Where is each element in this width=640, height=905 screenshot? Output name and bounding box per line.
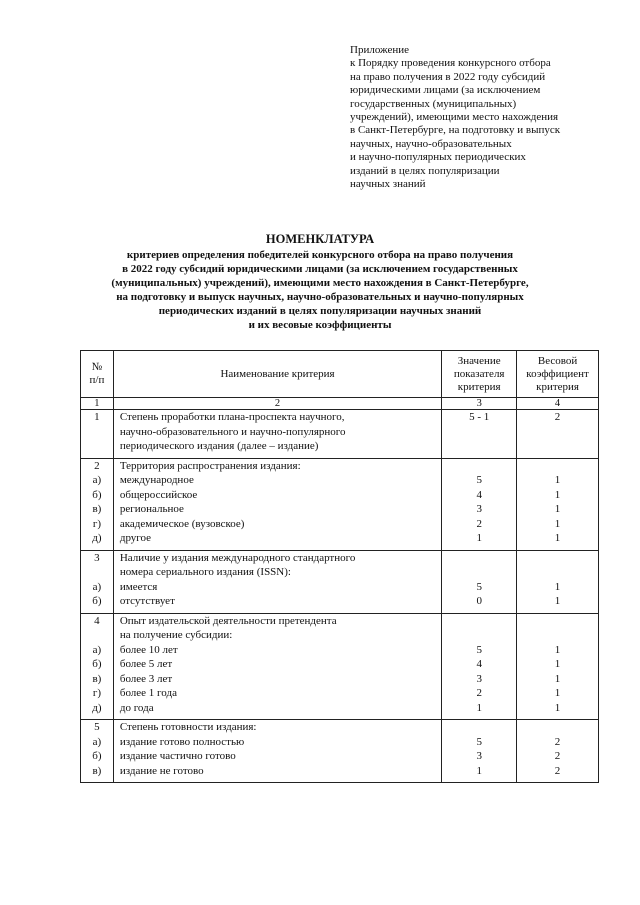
item-letter: д) bbox=[92, 532, 102, 544]
criterion-title-line: номера сериального издания (ISSN): bbox=[119, 566, 291, 578]
item-value: 3 bbox=[476, 750, 482, 762]
item-weight: 1 bbox=[554, 672, 561, 685]
item-value: 5 bbox=[476, 580, 482, 593]
criterion-name-cell bbox=[113, 410, 441, 459]
item-label: более 1 года bbox=[119, 687, 177, 699]
header-line: критерия bbox=[536, 380, 579, 393]
item-label: издание готово полностью bbox=[119, 735, 245, 748]
criterion-value: 5 - 1 bbox=[469, 411, 490, 423]
column-number: 1 bbox=[81, 398, 114, 410]
spacer bbox=[442, 439, 516, 454]
spacer bbox=[517, 614, 598, 629]
item-weight: 2 bbox=[554, 735, 561, 748]
item-letter: а) bbox=[92, 580, 102, 593]
spacer bbox=[442, 425, 516, 440]
subtitle-line: периодических изданий в целях популяризации научных знаний bbox=[158, 305, 482, 317]
spacer bbox=[517, 551, 598, 566]
spacer bbox=[442, 628, 516, 643]
appendix-line: Приложение bbox=[350, 44, 410, 56]
appendix-line: юридическими лицами (за исключением bbox=[350, 84, 541, 97]
appendix-line: на право получения в 2022 году субсидий bbox=[350, 70, 546, 83]
appendix-line: изданий в целях популяризации bbox=[350, 164, 500, 177]
item-label: общероссийское bbox=[119, 488, 198, 501]
item-weight: 2 bbox=[554, 764, 561, 777]
subtitle-line: (муниципальных) учреждений), имеющими место нахождения в Санкт-Петербурге, bbox=[111, 277, 529, 289]
item-value: 5 bbox=[476, 643, 482, 656]
item-letter: б) bbox=[92, 658, 102, 670]
criterion-title-line: Наличие у издания международного стандартного bbox=[119, 551, 356, 564]
item-letter: б) bbox=[92, 595, 102, 607]
criterion-title-line: Опыт издательской деятельности претендента bbox=[119, 614, 337, 627]
header-criterion-name bbox=[113, 351, 441, 398]
item-letter: б) bbox=[92, 488, 102, 501]
spacer bbox=[442, 614, 516, 629]
item-weight: 1 bbox=[554, 474, 561, 486]
item-value: 3 bbox=[476, 503, 482, 515]
spacer bbox=[517, 439, 598, 454]
item-weight: 2 bbox=[554, 750, 561, 762]
criterion-number: 3 bbox=[94, 551, 100, 564]
document-heading bbox=[60, 232, 580, 332]
item-value: 5 bbox=[476, 474, 482, 486]
criterion-weight-cell bbox=[517, 550, 599, 613]
item-weight: 1 bbox=[554, 595, 561, 607]
column-number: 3 bbox=[442, 398, 517, 410]
criterion-number: 5 bbox=[94, 721, 100, 733]
appendix-line: научных, научно-образовательных bbox=[350, 137, 512, 150]
header-line: Весовой bbox=[537, 354, 578, 367]
item-weight: 1 bbox=[554, 687, 561, 699]
criterion-number: 1 bbox=[94, 411, 100, 423]
document-subtitle bbox=[60, 248, 580, 332]
item-weight: 1 bbox=[554, 488, 561, 501]
criterion-name-cell bbox=[113, 550, 441, 613]
item-label: региональное bbox=[119, 503, 184, 515]
header-weight bbox=[517, 351, 599, 398]
item-label: имеется bbox=[119, 580, 158, 593]
header-line: Наименование критерия bbox=[220, 367, 335, 380]
criterion-name-cell bbox=[113, 720, 441, 783]
item-label: другое bbox=[119, 532, 152, 544]
item-weight: 1 bbox=[554, 532, 561, 544]
item-value: 5 bbox=[476, 735, 482, 748]
criterion-title-line: Территория распространения издания: bbox=[119, 459, 301, 472]
spacer bbox=[517, 425, 598, 440]
criterion-number-cell bbox=[81, 410, 114, 459]
table-header-row bbox=[81, 351, 599, 398]
spacer bbox=[442, 720, 516, 735]
item-letter: а) bbox=[92, 643, 102, 656]
criterion-weight-cell bbox=[517, 720, 599, 783]
appendix-line: к Порядку проведения конкурсного отбора bbox=[350, 57, 551, 70]
spacer bbox=[442, 459, 516, 474]
criteria-table bbox=[80, 350, 599, 783]
criterion-weight-cell bbox=[517, 613, 599, 720]
item-label: отсутствует bbox=[119, 595, 175, 607]
document-title: НОМЕНКЛАТУРА bbox=[265, 232, 375, 246]
criterion-number: 4 bbox=[94, 614, 100, 627]
item-letter: в) bbox=[92, 672, 102, 685]
spacer bbox=[517, 720, 598, 735]
spacer bbox=[81, 628, 113, 643]
item-letter: г) bbox=[92, 687, 102, 699]
item-weight: 1 bbox=[554, 643, 561, 656]
item-weight: 1 bbox=[554, 503, 561, 515]
header-line: п/п bbox=[89, 374, 105, 386]
header-line: показателя bbox=[453, 367, 505, 380]
item-weight: 1 bbox=[554, 701, 561, 714]
item-letter: в) bbox=[92, 764, 102, 777]
criterion-row bbox=[81, 410, 599, 459]
item-label: более 10 лет bbox=[119, 643, 178, 656]
criterion-name-cell bbox=[113, 458, 441, 550]
appendix-line: научных знаний bbox=[350, 178, 426, 191]
item-value: 4 bbox=[476, 658, 482, 670]
column-number-row bbox=[81, 398, 599, 410]
criterion-value-cell bbox=[442, 550, 517, 613]
subtitle-line: критериев определения победителей конкурсного отбора на право получения bbox=[126, 249, 514, 261]
item-value: 1 bbox=[476, 532, 482, 544]
appendix-line: в Санкт-Петербурге, на подготовку и выпуск bbox=[350, 124, 561, 137]
item-letter: б) bbox=[92, 750, 102, 762]
criterion-row bbox=[81, 458, 599, 550]
item-value: 2 bbox=[476, 687, 482, 699]
item-letter: а) bbox=[92, 735, 102, 748]
appendix-line: и научно-популярных периодических bbox=[350, 151, 526, 164]
criterion-weight-cell bbox=[517, 458, 599, 550]
item-value: 3 bbox=[476, 672, 482, 685]
item-letter: а) bbox=[92, 474, 102, 486]
item-label: международное bbox=[119, 474, 194, 486]
header-indicator-value bbox=[442, 351, 517, 398]
criterion-value-cell bbox=[442, 613, 517, 720]
spacer bbox=[517, 565, 598, 580]
appendix-line: учреждений), имеющими место нахождения bbox=[350, 111, 559, 124]
item-value: 0 bbox=[476, 595, 482, 607]
appendix-header bbox=[350, 44, 620, 191]
item-label: издание частично готово bbox=[119, 750, 236, 762]
spacer bbox=[81, 565, 113, 580]
criterion-number: 2 bbox=[94, 459, 100, 472]
spacer bbox=[81, 439, 113, 454]
criterion-row bbox=[81, 720, 599, 783]
item-value: 1 bbox=[476, 701, 482, 714]
item-label: академическое (вузовское) bbox=[119, 517, 245, 530]
item-letter: в) bbox=[92, 503, 102, 515]
subtitle-line: в 2022 году субсидий юридическими лицами (за исключением государственных bbox=[122, 263, 518, 275]
criterion-number-cell bbox=[81, 550, 114, 613]
item-weight: 1 bbox=[554, 658, 561, 670]
item-label: более 3 лет bbox=[119, 672, 173, 685]
header-number bbox=[81, 351, 114, 398]
item-weight: 1 bbox=[554, 517, 561, 530]
criterion-row bbox=[81, 613, 599, 720]
item-letter: г) bbox=[92, 517, 102, 530]
subtitle-line: и их весовые коэффициенты bbox=[248, 319, 392, 331]
item-weight: 1 bbox=[554, 580, 561, 593]
criterion-value-cell bbox=[442, 720, 517, 783]
spacer bbox=[442, 565, 516, 580]
item-value: 1 bbox=[476, 764, 482, 777]
item-value: 2 bbox=[476, 517, 482, 530]
criterion-title-line: на получение субсидии: bbox=[119, 629, 233, 641]
column-number: 2 bbox=[113, 398, 441, 410]
criterion-weight-cell bbox=[517, 410, 599, 459]
criterion-weight: 2 bbox=[554, 411, 561, 423]
criterion-title-line: периодического издания (далее – издание) bbox=[119, 440, 319, 452]
item-letter: д) bbox=[92, 701, 102, 714]
criterion-value-cell bbox=[442, 458, 517, 550]
spacer bbox=[517, 628, 598, 643]
header-line: критерия bbox=[457, 380, 501, 393]
subtitle-line: на подготовку и выпуск научных, научно-образовательных и научно-популярных bbox=[116, 291, 524, 303]
criterion-number-cell bbox=[81, 720, 114, 783]
criterion-row bbox=[81, 550, 599, 613]
appendix-line: государственных (муниципальных) bbox=[350, 97, 517, 110]
header-line: коэффициент bbox=[526, 367, 589, 380]
criterion-name-cell bbox=[113, 613, 441, 720]
spacer bbox=[442, 551, 516, 566]
column-number: 4 bbox=[517, 398, 599, 410]
spacer bbox=[81, 425, 113, 440]
criterion-number-cell bbox=[81, 458, 114, 550]
item-label: более 5 лет bbox=[119, 658, 173, 670]
header-line: № bbox=[91, 361, 103, 373]
criterion-value-cell bbox=[442, 410, 517, 459]
criterion-number-cell bbox=[81, 613, 114, 720]
criterion-title-line: Степень проработки плана-проспекта научного, bbox=[119, 411, 345, 423]
item-label: издание не готово bbox=[119, 764, 204, 777]
header-line: Значение bbox=[457, 354, 501, 367]
item-value: 4 bbox=[476, 488, 482, 501]
spacer bbox=[517, 459, 598, 474]
item-label: до года bbox=[119, 701, 154, 714]
criterion-title-line: Степень готовности издания: bbox=[119, 721, 257, 733]
criterion-title-line: научно-образовательного и научно-популярного bbox=[119, 425, 346, 438]
